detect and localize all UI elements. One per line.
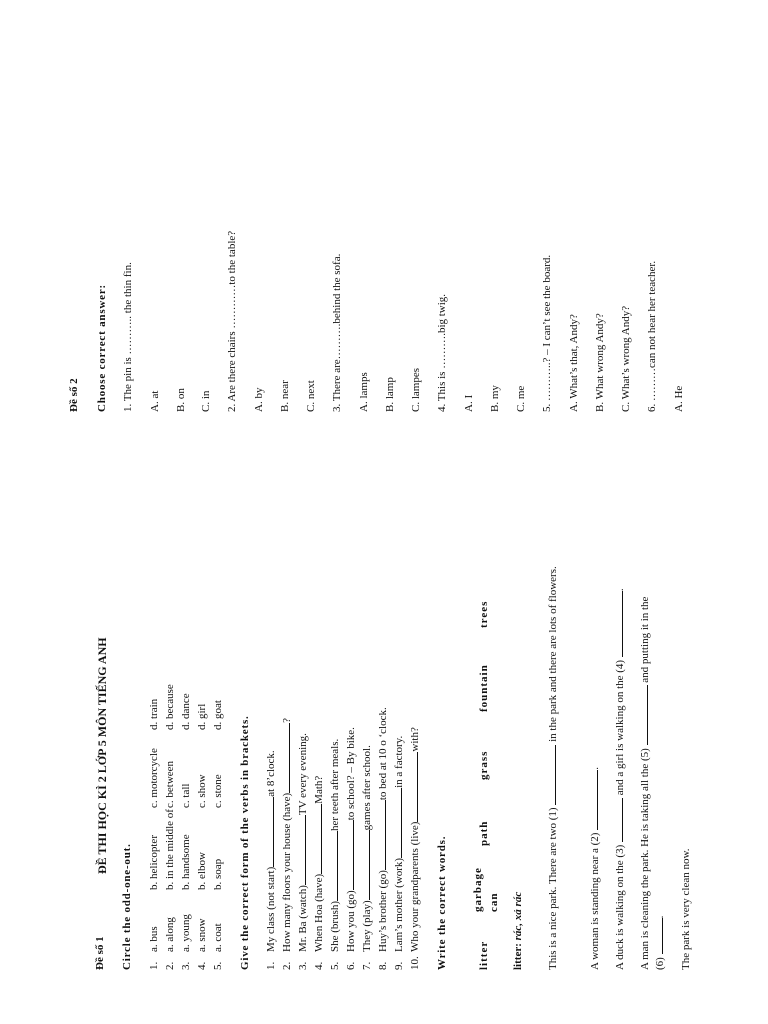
answer-option[interactable]: C. me [515, 385, 527, 412]
answer-option[interactable]: B. What wrong Andy? [594, 313, 606, 412]
verb-item: 7.They (play)games after school. [361, 745, 373, 970]
option-b: b. helicopter [148, 835, 160, 890]
answer-blank[interactable] [343, 820, 354, 890]
option-b: b. in the middle of [164, 809, 176, 890]
odd-one-out-heading: Circle the odd-one-out. [121, 843, 133, 970]
answer-option[interactable]: A. He [673, 385, 685, 412]
item-number: 1. [148, 961, 160, 970]
question-line: 1. The pin is ……….. the thin fin. [122, 262, 134, 412]
answer-option[interactable]: A. lamps [358, 372, 370, 412]
option-d: d. train [148, 698, 160, 730]
word-bank-item: path [478, 820, 490, 846]
question-line: 4. This is ……….big twig. [436, 293, 448, 412]
answer-blank-2[interactable] [587, 770, 598, 830]
page-title: ĐỀ THI HỌC KÌ 2 LỚP 5 MÔN TIẾNG ANH [95, 637, 109, 874]
option-c: c. stone [212, 774, 224, 808]
passage-line-2: A woman is standing near a (2) . [589, 767, 601, 970]
answer-blank[interactable] [263, 797, 274, 867]
answer-option[interactable]: A. at [149, 390, 161, 412]
answer-blank-6[interactable] [652, 918, 663, 954]
verbs-heading: Give the correct form of the verbs in brackets. [239, 715, 251, 970]
verb-item: 9.Lam’s mother (work)in a factory. [393, 735, 405, 970]
option-c: c. show [196, 774, 208, 808]
option-d: d. dance [180, 693, 192, 730]
passage-line-3: A duck is walking on the (3) and a girl is walking on the (4) . [614, 588, 626, 970]
option-a: a. along [164, 917, 176, 952]
write-words-heading: Write the correct words. [436, 835, 448, 970]
answer-option[interactable]: B. my [489, 385, 501, 412]
option-b: b. soap [212, 858, 224, 890]
option-c: c. tall [180, 783, 192, 808]
answer-option[interactable]: C. What’s wrong Andy? [620, 305, 632, 412]
answer-blank[interactable] [375, 800, 386, 870]
option-a: a. young [180, 914, 192, 952]
answer-option[interactable]: A. by [253, 387, 265, 412]
option-d: d. because [164, 684, 176, 730]
word-bank-item: litter [478, 940, 490, 970]
verb-item: 6.How you (go)to school? – By bike. [345, 727, 357, 970]
exam2-label: Đề số 2 [68, 378, 80, 412]
answer-option[interactable]: A. What’s that, Andy? [568, 314, 580, 412]
answer-blank[interactable] [407, 752, 418, 822]
answer-blank-3[interactable] [612, 798, 623, 842]
item-number: 5. [212, 961, 224, 970]
option-d: d. girl [196, 703, 208, 730]
answer-option[interactable]: B. on [175, 388, 187, 412]
answer-option[interactable]: C. lampes [410, 368, 422, 412]
answer-blank-1[interactable] [545, 745, 556, 805]
answer-blank[interactable] [295, 815, 306, 885]
item-number: 3. [180, 961, 192, 970]
answer-option[interactable]: A. I [463, 394, 475, 412]
verb-item: 8.Huy’s brother (go)to bed at 10 o ‘clock. [377, 707, 389, 970]
answer-option[interactable]: B. near [279, 380, 291, 412]
passage-line-1: This is a nice park. There are two (1) in the park and there are lots of flowers. [547, 566, 559, 970]
option-c: c. motorcycle [148, 748, 160, 808]
item-number: 2. [164, 961, 176, 970]
answer-option[interactable]: C. next [305, 380, 317, 412]
item-number: 4. [196, 961, 208, 970]
question-line: 6. ………can not hear her teacher. [646, 260, 658, 412]
answer-blank-4[interactable] [612, 591, 623, 657]
word-bank-item: fountain [478, 664, 490, 712]
answer-blank[interactable] [311, 804, 322, 874]
verb-item: 1.My class (not start)at 8’clock. [265, 750, 277, 970]
word-bank-item: garbage can [472, 867, 500, 912]
passage-line-4b: (6) . [654, 915, 666, 970]
verb-item: 2.How many floors your house (have)? [281, 717, 293, 970]
word-definition: litter: rác, xả rác [512, 891, 524, 970]
question-line: 2. Are there chairs …………to the table? [226, 230, 238, 412]
verb-item: 3.Mr. Ba (watch)TV every evening. [297, 733, 309, 970]
option-a: a. snow [196, 918, 208, 952]
exam1-label: Đề số 1 [94, 936, 106, 970]
passage-line-5: The park is very clean now. [680, 848, 692, 970]
verb-item: 5.She (brush)her teeth after meals. [329, 738, 341, 970]
option-d: d. goat [212, 700, 224, 730]
verb-item: 4.When Hoa (have)Math? [313, 775, 325, 970]
word-bank-item: trees [478, 600, 490, 628]
answer-blank[interactable] [279, 723, 290, 793]
option-a: a. coat [212, 923, 224, 952]
answer-blank-5[interactable] [637, 685, 648, 745]
question-line: 3. There are……….behind the sofa. [331, 253, 343, 412]
option-c: c. between [164, 760, 176, 808]
option-b: b. handsome [180, 834, 192, 890]
answer-option[interactable]: C. in [200, 390, 212, 412]
verb-item: 10.Who your grandparents (live)with? [409, 727, 421, 970]
passage-line-4: A man is cleaning the park. He is taking all the (5) and putting it in the [639, 596, 651, 970]
answer-blank[interactable] [391, 788, 402, 858]
choose-answer-heading: Choose correct answer: [96, 284, 108, 412]
word-bank-item: grass [478, 750, 490, 780]
option-a: a. bus [148, 926, 160, 952]
option-b: b. elbow [196, 852, 208, 890]
answer-blank[interactable] [359, 830, 370, 900]
answer-blank[interactable] [327, 831, 338, 901]
question-line: 5. ………..? – I can’t see the board. [541, 254, 553, 412]
answer-option[interactable]: B. lamp [384, 377, 396, 412]
